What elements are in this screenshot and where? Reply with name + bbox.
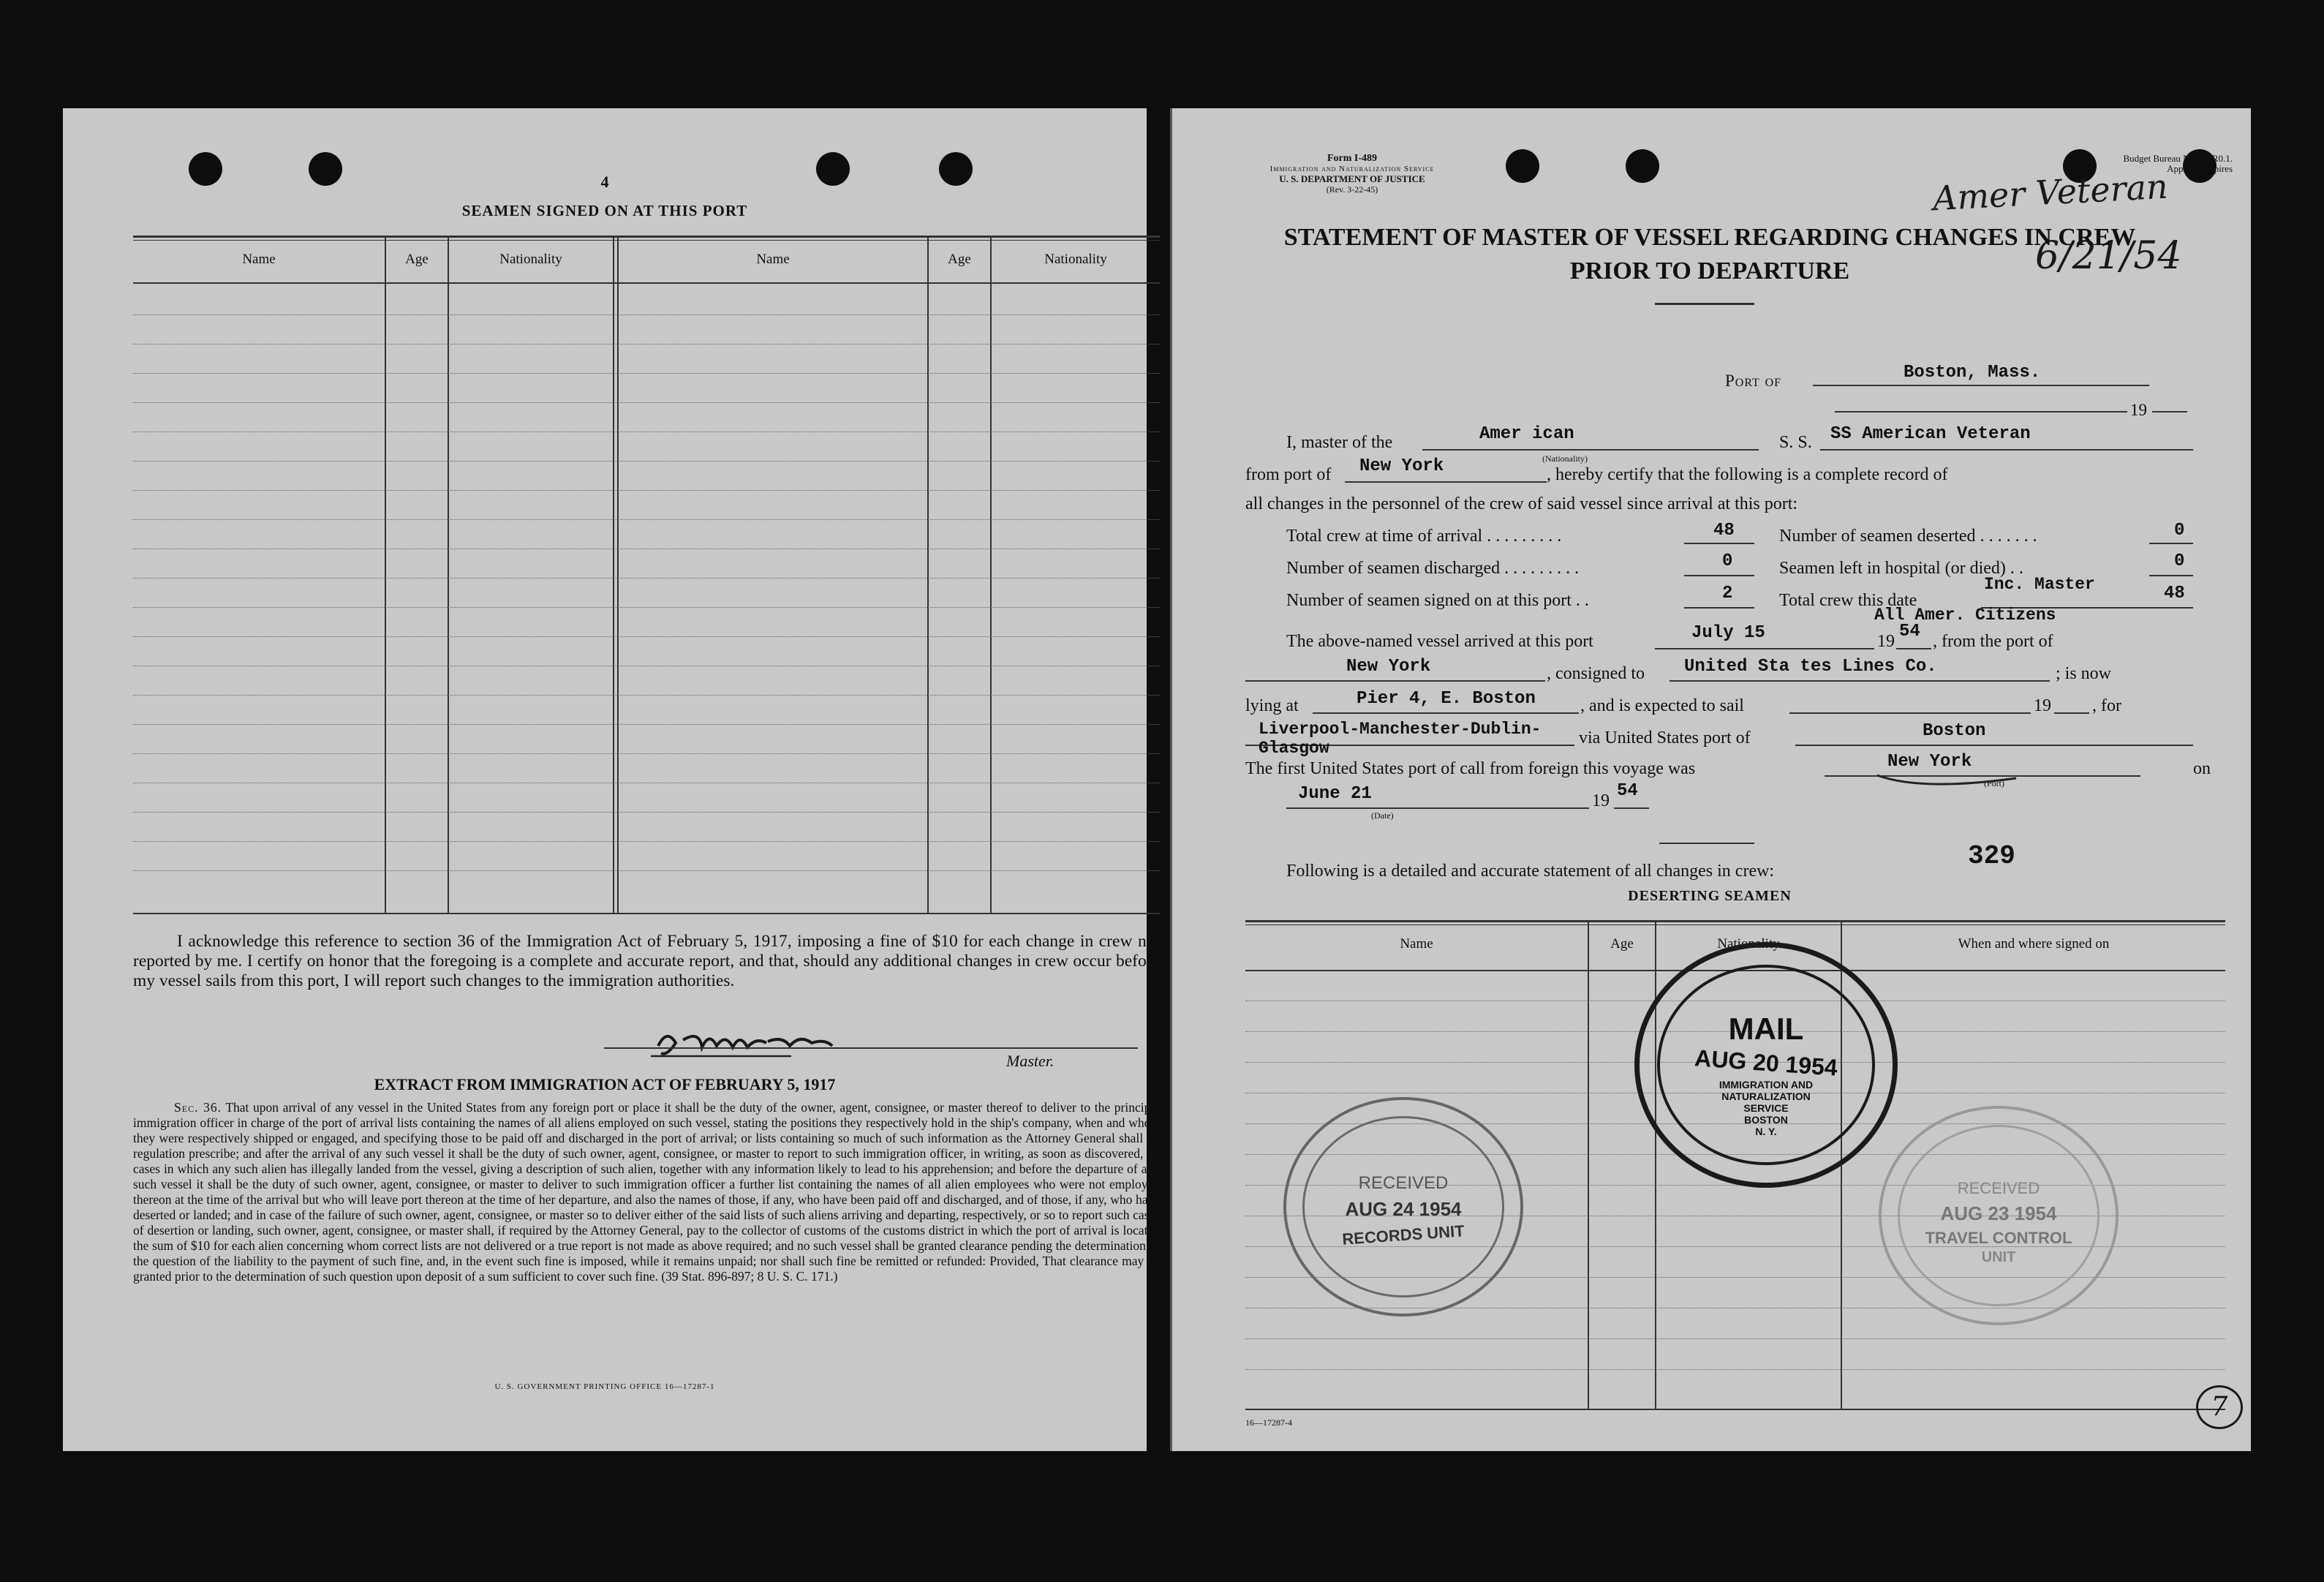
port-caption: (Port) [1984,778,2004,788]
section-label: Sec. 36. [174,1100,222,1115]
all-changes-text: all changes in the personnel of the crew of said vessel since arrival at this port: [1245,494,1798,513]
stat-value-signed-on: 2 [1722,584,1733,603]
column-header-nationality: Nationality [499,252,562,267]
ss-label: S. S. [1779,433,1812,452]
all-amer-note: All Amer. Citizens [1874,606,2056,625]
mail-received-stamp [1634,942,1898,1188]
agency-line-2: U. S. DEPARTMENT OF JUSTICE [1279,173,1425,184]
punch-hole [1506,149,1539,183]
stamp-records-date: AUG 24 1954 [1345,1198,1462,1220]
from-port-of-text: , from the port of [1933,632,2053,651]
acknowledgment-text: I acknowledge this reference to section 36 of the Immigration Act of February 5, 1917, imposing a fine of $10 for each change in crew not reported by me. I certify on honor that the foregoing is a complete and accurate report, and that, should any additional changes in crew occur before my vessel sails from this port, I will report such changes to the immigration authorities. [133,932,1160,990]
stat-label-total-this-date: Total crew this date [1779,591,1917,610]
extract-title: EXTRACT FROM IMMIGRATION ACT OF FEBRUARY 5, 1917 [374,1075,836,1093]
inc-master-note: Inc. Master [1984,575,2095,594]
approval-line: Approval expires [2167,163,2233,174]
stat-value-total-this-date: 48 [2164,584,2185,603]
stamp-mail-date: AUG 20 1954 [1694,1044,1838,1081]
arrived-date: July 15 [1691,623,1765,643]
column-header-name: Name [1400,936,1433,952]
master-signature [645,1024,894,1063]
master-of-label: I, master of the [1286,433,1393,452]
column-header-age: Age [948,252,971,267]
left-page [63,108,1160,1451]
form-header-block [1213,154,1491,195]
lying-at-label: lying at [1245,696,1299,715]
stamp-travel-title: RECEIVED [1957,1179,2040,1197]
origin-port: New York [1346,657,1431,677]
lying-at-value: Pier 4, E. Boston [1357,689,1536,709]
column-header-age: Age [1610,936,1634,952]
agency-line-1: Immigration and Naturalization Service [1269,165,1435,173]
stat-label-hospital: Seamen left in hospital (or died) . . [1779,559,2023,578]
first-year-prefix: 19 [1592,791,1610,810]
certify-text: , hereby certify that the following is a complete record of [1547,465,1948,484]
printing-office-line: U. S. GOVERNMENT PRINTING OFFICE 16—17287-1 [494,1382,715,1391]
destination-line-1: Liverpool-Manchester-Dublin- [1259,720,1542,739]
from-port-label: from port of [1245,465,1332,484]
expected-text: , and is expected to sail [1580,696,1744,715]
first-year: 54 [1617,781,1638,801]
stat-value-total-crew: 48 [1713,521,1735,540]
column-header-age: Age [405,252,429,267]
for-label: , for [2092,696,2121,715]
stat-label-discharged: Number of seamen discharged . . . . . . . . . [1286,559,1580,578]
from-port-value: New York [1359,456,1444,476]
arrived-label: The above-named vessel arrived at this port [1286,632,1593,651]
stat-value-discharged: 0 [1722,551,1733,571]
revision-line: (Rev. 3-22-45) [1326,184,1378,195]
stamp-mail-line-1: IMMIGRATION AND [1719,1079,1814,1091]
arrived-year: 54 [1899,622,1920,641]
is-now-text: ; is now [2056,664,2112,683]
date-caption: (Date) [1371,810,1394,821]
stamp-mail-title: MAIL [1728,1012,1804,1046]
seamen-signed-heading: SEAMEN SIGNED ON AT THIS PORT [461,202,748,219]
on-label: on [2193,759,2211,778]
destination-line-2: Glasgow [1259,739,1329,758]
stamped-number: 329 [1968,841,2015,871]
records-unit-stamp [1283,1097,1523,1317]
stamp-mail-line-5: N. Y. [1755,1126,1777,1137]
deserting-heading: DESERTING SEAMEN [1628,888,1792,904]
form-title-line-2: PRIOR TO DEPARTURE [1569,257,1850,285]
stat-value-deserted: 0 [2174,521,2185,540]
consignee: United Sta tes Lines Co. [1684,657,1937,677]
first-date: June 21 [1298,784,1372,804]
column-header-nationality: Nationality [1044,252,1107,267]
stamp-mail-line-4: BOSTON [1744,1114,1788,1126]
stamp-travel-date: AUG 23 1954 [1940,1202,2057,1224]
section-36-text [133,1100,1160,1284]
right-page [1170,108,2251,1451]
form-code: 16—17287-4 [1245,1417,1292,1428]
stat-label-signed-on: Number of seamen signed on at this port . . [1286,591,1589,610]
section-body: That upon arrival of any vessel in the United States from any foreign port or place it shall be the duty of the owner, agent, consignee, or master thereof to deliver to the principal immigration officer in charge of the port of arrival lists containing the names of all aliens employed on such vessel, stating the positions they respectively hold in the ship's company, when and where they were respectively shipped or engaged, and specifying those to be paid off and discharged in the port of arrival; or lists containing so much of such information as the Attorney General shall by regulation prescribe; and after the arrival of any such vessel it shall be the duty of such owner, agent, consignee, or master to report to such immigration officer, in writing, as soon as discovered, all cases in which any such alien has illegally landed from the vessel, giving a description of such alien, together with any information likely to lead to his apprehension; and before the departure of any such vessel it shall be the duty of such owner, agent, consignee, or master to deliver to such immigration officer a further list containing the names of all alien employees who were not employed thereon at the time of the arrival but who will leave port thereon at the time of her departure, and also the names of those, if any, who have been paid off and discharged, and of those, if any, who have deserted or landed; and in case of the failure of such owner, agent, consignee, or master so to deliver either of the said lists of such aliens arriving and departing, respectively, or so to report such cases of desertion or landing, such owner, agent, consignee, or master shall, if required by the Attorney General, pay to the collector of customs of the customs district in which the port of arrival is located the sum of $10 for each alien concerning whom correct lists are not delivered or a true report is not made as above required; and no such vessel shall be granted clearance pending the determination of the question of the liability to the payment of such fine, and, in the event such fine is imposed, while it remains unpaid; nor shall such fine be remitted or refunded: Provided, That clearance may be granted prior to the determination of such question upon deposit of a sum sufficient to cover such fine. (39 Stat. 896-897; 8 U. S. C. 171.) [133,1100,1160,1284]
stamp-records-title: RECEIVED [1358,1173,1449,1193]
year-prefix: 19 [2130,401,2147,419]
master-label: Master. [1006,1052,1055,1070]
column-header-when-where: When and where signed on [1958,936,2110,952]
column-header-name: Name [756,252,790,267]
column-header-name: Name [242,252,276,267]
via-label: via United States port of [1579,728,1751,747]
consigned-label: , consigned to [1547,664,1645,683]
budget-number: Budget Bureau No. 43-R0.1. [2123,153,2233,164]
port-label: Port of [1725,372,1782,390]
stamp-records-unit: RECORDS UNIT [1341,1221,1465,1248]
stat-label-deserted: Number of seamen deserted . . . . . . . [1779,527,2037,546]
arrived-year-prefix: 19 [1877,632,1895,651]
port-value: Boston, Mass. [1904,363,2041,383]
first-port-label: The first United States port of call from foreign this voyage was [1245,759,1696,778]
handwritten-underline [1874,771,2021,788]
stamp-mail-line-2: NATURALIZATION [1721,1091,1811,1102]
circled-page-number: 7 [2196,1385,2243,1429]
year-prefix-sail: 19 [2034,696,2051,715]
first-port-value: New York [1887,752,1972,772]
title-rule [1655,303,1754,305]
handwritten-date: 6/21/54 [2035,234,2182,278]
stamp-travel-unit-1: TRAVEL CONTROL [1925,1229,2072,1247]
travel-control-stamp [1879,1106,2119,1325]
following-text: Following is a detailed and accurate statement of all changes in crew: [1286,862,1775,881]
stat-value-hospital: 0 [2174,551,2185,571]
page-number: 4 [600,173,609,191]
nationality-caption: (Nationality) [1542,453,1588,464]
nationality-value: Amer ican [1479,424,1574,444]
stat-label-total-crew: Total crew at time of arrival . . . . . . . . . [1286,527,1562,546]
stamp-travel-unit-2: UNIT [1981,1249,2016,1265]
column-header-nationality: Nationality [1717,936,1780,952]
ss-value: SS American Veteran [1830,424,2031,444]
form-title-line-1: STATEMENT OF MASTER OF VESSEL REGARDING CHANGES IN CREW [1283,224,2136,251]
handwritten-ship-name: Amer Veteran [1931,166,2169,219]
punch-hole [1626,149,1659,183]
form-number: Form I-489 [1327,153,1378,164]
via-value: Boston [1923,721,1986,741]
stamp-mail-line-3: SERVICE [1743,1102,1789,1114]
